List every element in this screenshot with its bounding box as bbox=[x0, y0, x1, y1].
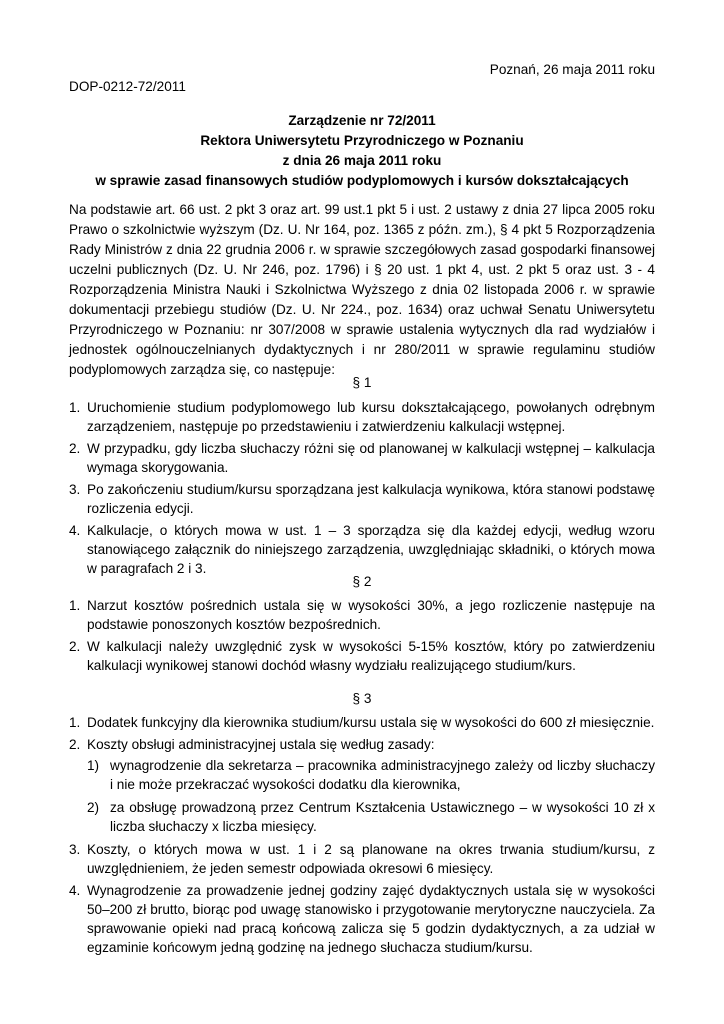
list-item bbox=[69, 637, 655, 675]
list-item bbox=[69, 480, 655, 518]
list-item bbox=[69, 713, 655, 732]
section-3-list bbox=[69, 713, 655, 960]
item-text: Kalkulacje, o których mowa w ust. 1 – 3 sporządza się dla każdej edycji, według wzoru stanowiącego załącznik do niniejszego zarządzenia, uwzględniając składniki, o których mowa w paragrafach 2 i 3. bbox=[87, 523, 655, 576]
item-number: 2. bbox=[69, 639, 81, 654]
title-line-1: Zarządzenie nr 72/2011 bbox=[288, 113, 436, 128]
sub-list-item bbox=[87, 756, 655, 794]
sub-item-text: wynagrodzenie dla sekretarza – pracownika administracyjnego zależy od liczby słuchaczy i nie może przekraczać wysokości dodatku dla kierownika, bbox=[110, 758, 655, 792]
sub-list bbox=[87, 756, 655, 836]
item-number: 2. bbox=[69, 441, 81, 456]
sub-item-text: za obsługę prowadzoną przez Centrum Kształcenia Ustawicznego – w wysokości 10 zł x liczba słuchaczy x liczba miesięcy. bbox=[110, 800, 655, 834]
place-date: Poznań, 26 maja 2011 roku bbox=[489, 62, 655, 77]
item-text: Koszty, o których mowa w ust. 1 i 2 są planowane na okres trwania studium/kursu, z uwzględnieniem, że jeden semestr odpowiada okresowi 6 miesięcy. bbox=[87, 842, 655, 876]
list-item bbox=[69, 840, 655, 878]
item-number: 4. bbox=[69, 883, 81, 898]
title-line-4: w sprawie zasad finansowych studiów podyplomowych i kursów dokształcających bbox=[95, 173, 629, 188]
item-text: Koszty obsługi administracyjnej ustala się według zasady: bbox=[87, 737, 435, 752]
item-number: 1. bbox=[69, 715, 81, 730]
item-number: 1. bbox=[69, 598, 81, 613]
section-1-list bbox=[69, 398, 655, 581]
sub-list-item bbox=[87, 798, 655, 836]
list-item bbox=[69, 439, 655, 477]
item-text: Dodatek funkcyjny dla kierownika studium/kursu ustala się w wysokości do 600 zł miesięcznie. bbox=[87, 715, 655, 730]
document-reference: DOP-0212-72/2011 bbox=[69, 79, 186, 94]
sub-item-number: 2) bbox=[87, 800, 100, 815]
document-title bbox=[69, 111, 655, 191]
item-number: 2. bbox=[69, 737, 81, 752]
list-item bbox=[69, 596, 655, 634]
item-number: 3. bbox=[69, 842, 81, 857]
title-line-2: Rektora Uniwersytetu Przyrodniczego w Poznaniu bbox=[200, 133, 524, 148]
item-text: Wynagrodzenie za prowadzenie jednej godziny zajęć dydaktycznych ustala się w wysokości 50–200 zł brutto, biorąc pod uwagę stanowisko i przygotowanie merytoryczne nauczyciela. Za sprawowanie opieki nad pracą końcową zalicza się 5 godzin dydaktycznych, a za udział w egzaminie końcowym jedną godzinę na jednego słuchacza studium/kursu. bbox=[87, 883, 655, 955]
list-item bbox=[69, 735, 655, 836]
sub-item-number: 1) bbox=[87, 758, 100, 773]
section-2-list bbox=[69, 596, 655, 678]
item-text: W przypadku, gdy liczba słuchaczy różni się od planowanej w kalkulacji wstępnej – kalkulacja wymaga skorygowania. bbox=[87, 441, 655, 475]
item-text: Uruchomienie studium podyplomowego lub kursu dokształcającego, powołanych odrębnym zarządzeniem, następuje po przedstawieniu i zatwierdzeniu kalkulacji wstępnej. bbox=[87, 400, 655, 434]
item-number: 4. bbox=[69, 523, 81, 538]
title-line-3: z dnia 26 maja 2011 roku bbox=[282, 153, 442, 168]
item-text: Po zakończeniu studium/kursu sporządzana jest kalkulacja wynikowa, która stanowi podstawę rozliczenia edycji. bbox=[87, 482, 655, 516]
section-heading-2: § 2 bbox=[352, 574, 372, 589]
preamble: Na podstawie art. 66 ust. 2 pkt 3 oraz art. 99 ust.1 pkt 5 i ust. 2 ustawy z dnia 27 lipca 2005 roku Prawo o szkolnictwie wyższym (Dz. U. Nr 164, poz. 1365 z późn. zm.), § 4 pkt 5 Rozporządzenia Rady Ministrów z dnia 22 grudnia 2006 r. w sprawie szczegółowych zasad gospodarki finansowej uczelni publicznych (Dz. U. Nr 246, poz. 1796) i § 20 ust. 1 pkt 4, ust. 2 pkt 5 oraz ust. 3 - 4 Rozporządzenia Ministra Nauki i Szkolnictwa Wyższego z dnia 02 listopada 2006 r. w sprawie dokumentacji przebiegu studiów (Dz. U. Nr 224., poz. 1634) oraz uchwał Senatu Uniwersytetu Przyrodniczego w Poznaniu: nr 307/2008 w sprawie ustalenia wytycznych dla rad wydziałów i jednostek ogólnouczelnianych dydaktycznych i nr 280/2011 w sprawie regulaminu studiów podyplomowych zarządza się, co następuje: bbox=[69, 202, 655, 377]
list-item bbox=[69, 521, 655, 578]
item-number: 1. bbox=[69, 400, 81, 415]
list-item bbox=[69, 398, 655, 436]
item-text: W kalkulacji należy uwzględnić zysk w wysokości 5-15% kosztów, który po zatwierdzeniu kalkulacji wynikowej stanowi dochód własny wydziału realizującego studium/kurs. bbox=[87, 639, 655, 673]
item-number: 3. bbox=[69, 482, 81, 497]
item-text: Narzut kosztów pośrednich ustala się w wysokości 30%, a jego rozliczenie następuje na podstawie ponoszonych kosztów bezpośrednich. bbox=[87, 598, 655, 632]
section-heading-3: § 3 bbox=[352, 691, 372, 706]
section-heading-1: § 1 bbox=[352, 375, 372, 390]
list-item bbox=[69, 881, 655, 957]
